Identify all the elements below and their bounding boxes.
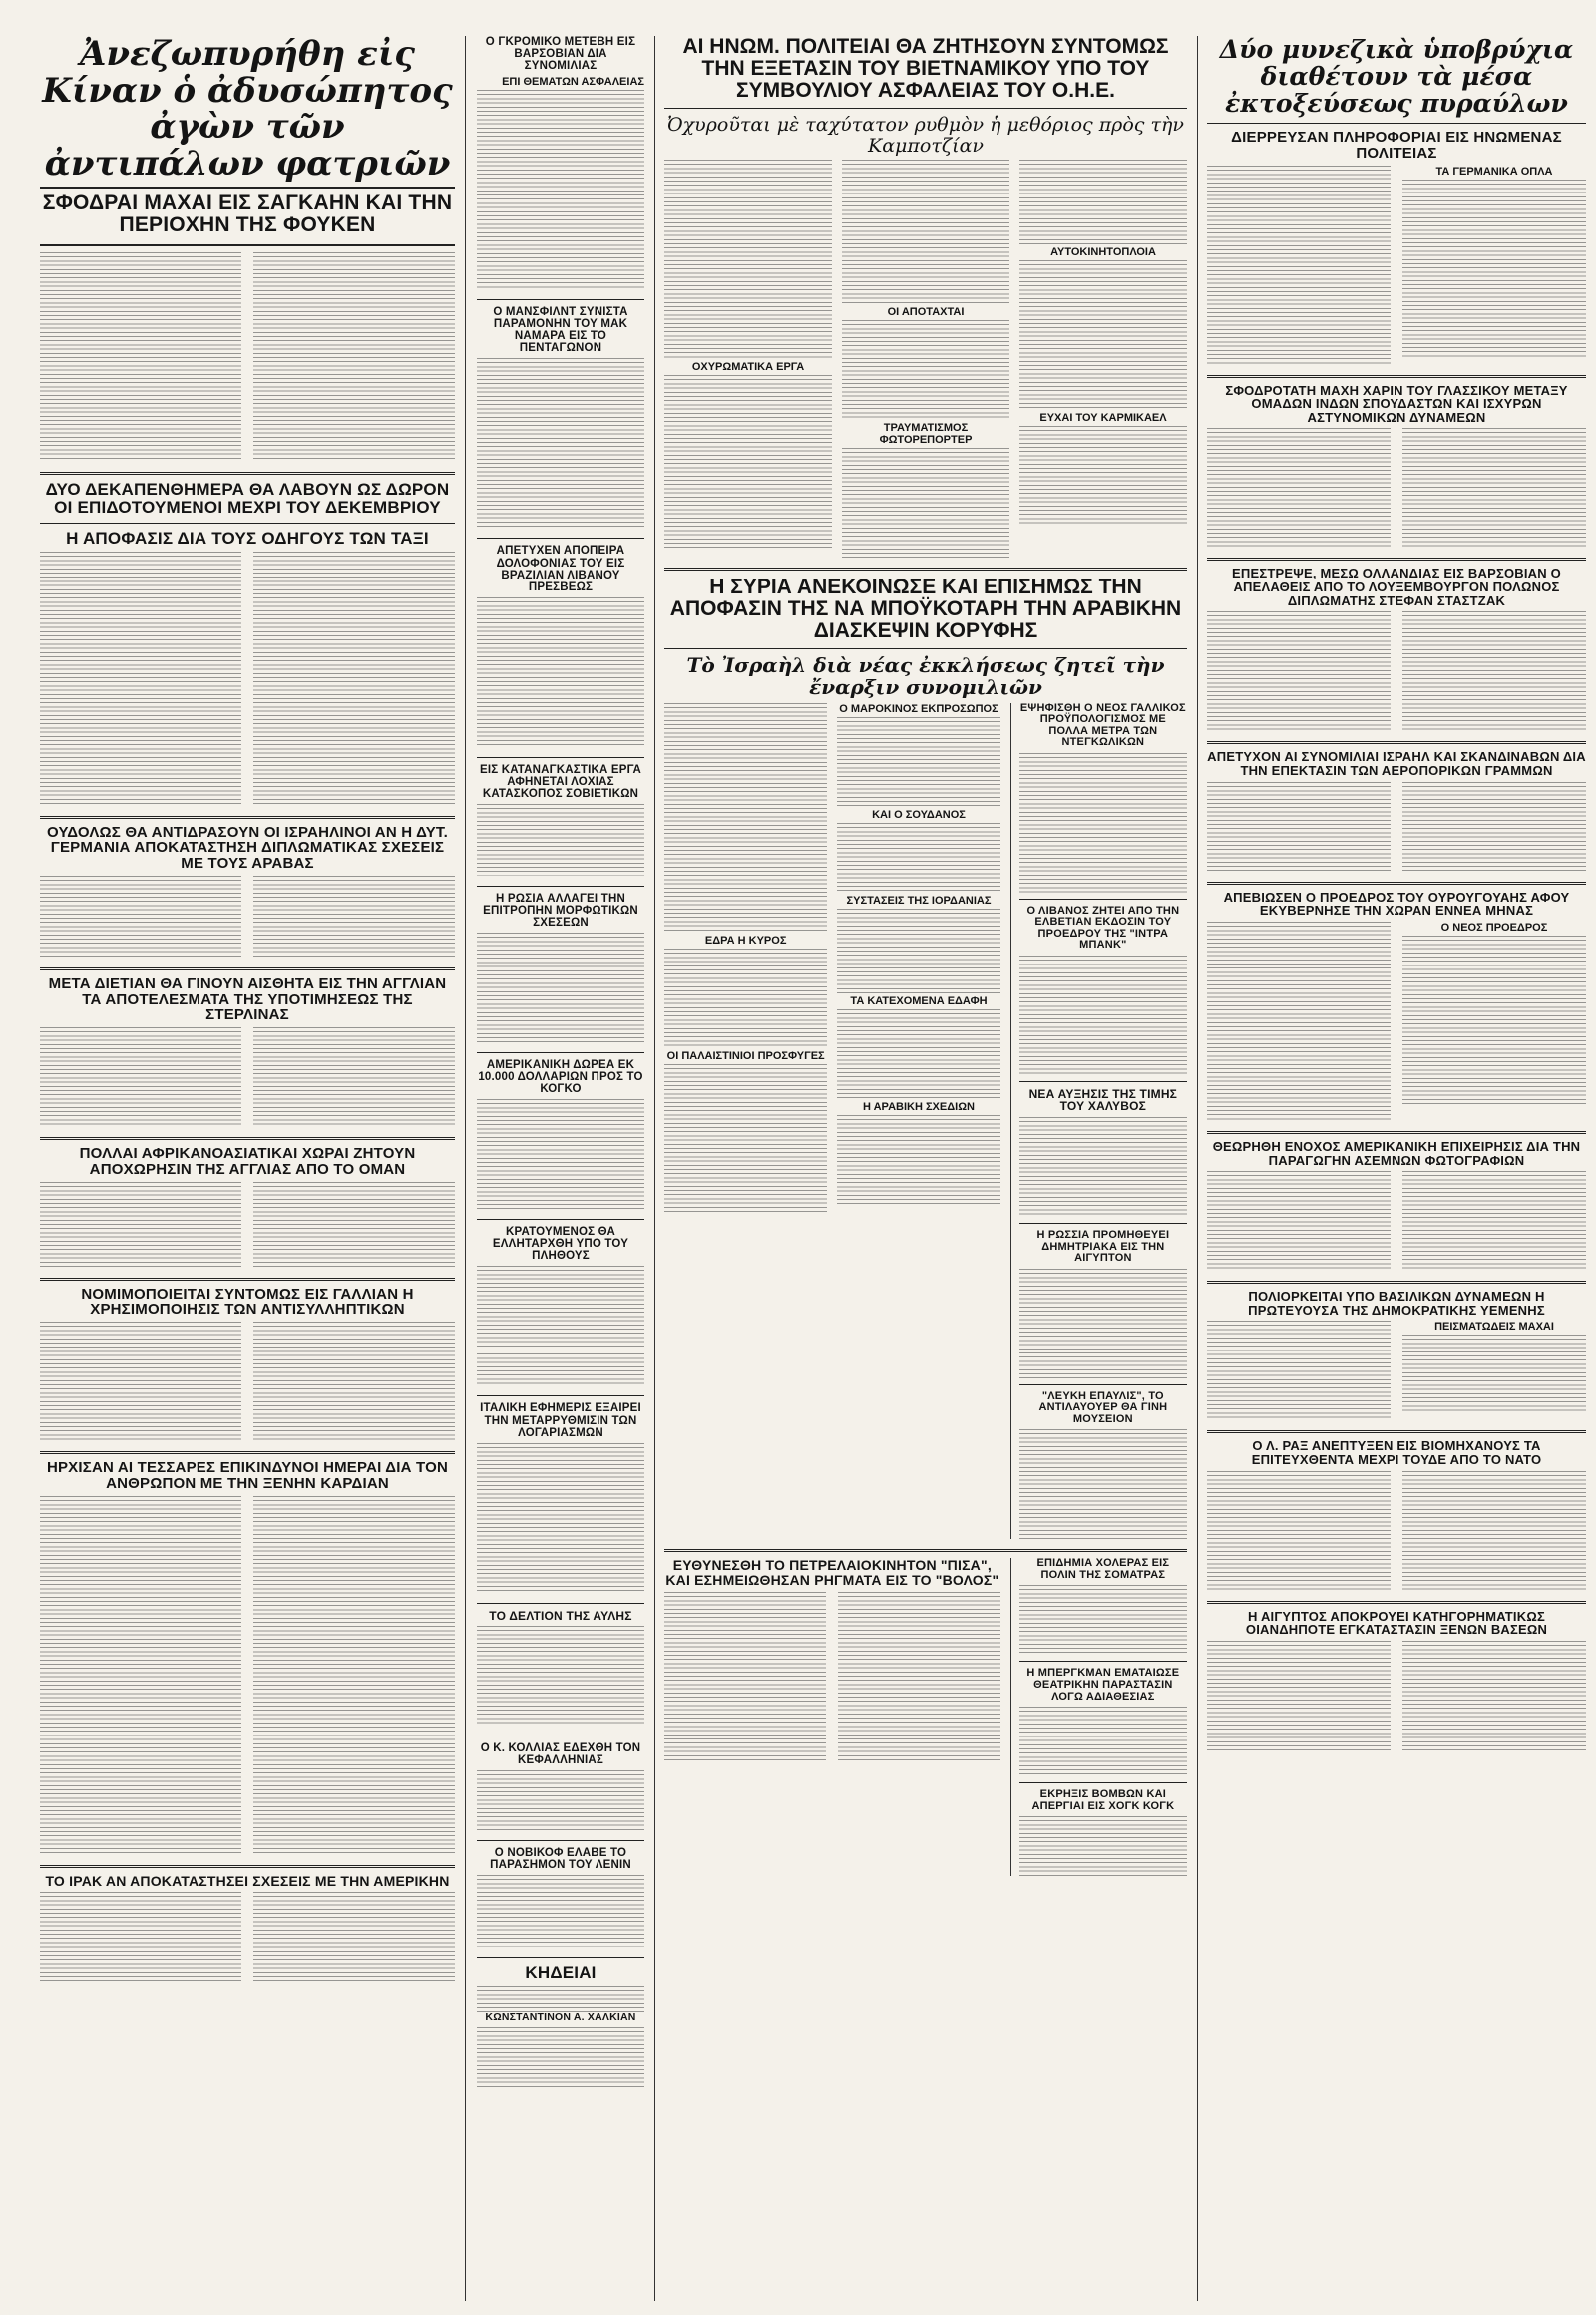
article-heart <box>40 1460 455 1855</box>
headline: Η ΜΠΕΡΓΚΜΑΝ ΕΜΑΤΑΙΩΣΕ ΘΕΑΤΡΙΚΗΝ ΠΑΡΑΣΤΑΣΙΝ ΛΟΓΩ ΑΔΙΑΘΕΣΙΑΣ <box>1026 1667 1180 1703</box>
article-body <box>1019 1429 1187 1539</box>
article-body <box>1019 1585 1187 1655</box>
headline: Ο ΜΑΝΣΦΙΛΝΤ ΣΥΝΙΣΤΑ ΠΑΡΑΜΟΝΗΝ ΤΟΥ ΜΑΚ ΝΑΜΑΡΑ ΕΙΣ ΤΟ ΠΕΝΤΑΓΩΝΟΝ <box>493 306 628 355</box>
article-body <box>1207 166 1391 365</box>
article-body <box>1019 1707 1187 1776</box>
article-body <box>40 1322 241 1441</box>
headline: Ο Λ. ΡΑΞ ΑΝΕΠΤΥΞΕΝ ΕΙΣ ΒΙΟΜΗΧΑΝΟΥΣ ΤΑ ΕΠΙΤΕΥΧΘΕΝΤΑ ΜΕΧΡΙ ΤΟΥΔΕ ΑΠΟ ΤΟ ΝΑΤΟ <box>1251 1438 1542 1468</box>
article-body <box>40 876 241 958</box>
section-tag: ΕΥΧΑΙ ΤΟΥ ΚΑΡΜΙΚΑΕΛ <box>1039 412 1167 425</box>
article-body <box>1019 160 1187 244</box>
headline: ΗΡΧΙΣΑΝ ΑΙ ΤΕΣΣΑΡΕΣ ΕΠΙΚΙΝΔΥΝΟΙ ΗΜΕΡΑΙ ΔΙΑ ΤΟΝ ΑΝΘΡΩΠΟΝ ΜΕ ΤΗΝ ΞΕΝΗΝ ΚΑΡΔΙΑΝ <box>46 1459 449 1492</box>
headline: ΕΨΗΦΙΣΘΗ Ο ΝΕΟΣ ΓΑΛΛΙΚΟΣ ΠΡΟΫΠΟΛΟΓΙΣΜΟΣ ΜΕ ΠΟΛΛΑ ΜΕΤΡΑ ΤΩΝ ΝΤΕΓΚΩΛΙΚΩΝ <box>1019 701 1186 749</box>
headline: ΚΗΔΕΙΑΙ <box>525 1963 597 1983</box>
article-body <box>40 252 241 462</box>
article-body <box>837 909 999 993</box>
headline: ΜΕΤΑ ΔΙΕΤΙΑΝ ΘΑ ΓΙΝΟΥΝ ΑΙΣΘΗΤΑ ΕΙΣ ΤΗΝ ΑΓΓΛΙΑΝ ΤΑ ΑΠΟΤΕΛΕΣΜΑΤΑ ΤΗΣ ΥΠΟΤΙΜΗΣΕΩΣ ΤΗΣ ΣΤΕΡΛΙΝΑΣ <box>48 974 447 1024</box>
article-body <box>253 552 455 806</box>
article-china <box>40 36 455 462</box>
article-body <box>477 90 644 289</box>
article-body <box>837 717 999 807</box>
article-body <box>1402 611 1586 731</box>
article-body <box>477 933 644 1042</box>
headline: ΑΠΕΤΥΧΟΝ ΑΙ ΣΥΝΟΜΙΛΙΑΙ ΙΣΡΑΗΛ ΚΑΙ ΣΚΑΝΔΙΝΑΒΩΝ ΔΙΑ ΤΗΝ ΕΠΕΚΤΑΣΙΝ ΤΩΝ ΑΕΡΟΠΟΡΙΚΩΝ ΓΡΑΜΜΩΝ <box>1207 749 1586 778</box>
article-body <box>477 597 644 747</box>
headline: Η ΡΩΣΙΑ ΑΛΛΑΓΕΙ ΤΗΝ ΕΠΙΤΡΟΠΗΝ ΜΟΡΦΩΤΙΚΩΝ ΣΧΕΣΕΩΝ <box>483 892 638 929</box>
column-rule <box>1197 36 1198 2301</box>
article-body <box>477 1770 644 1830</box>
headline: ΤΟ ΙΡΑΚ ΑΝ ΑΠΟΚΑΤΑΣΤΗΣΕΙ ΣΧΕΣΕΙΣ ΜΕ ΤΗΝ ΑΜΕΡΙΚΗΝ <box>45 1872 450 1889</box>
article-gromyko <box>477 36 644 289</box>
article-rusk-nato <box>1207 1439 1586 1590</box>
subheadline: Η ΑΠΟΦΑΣΙΣ ΔΙΑ ΤΟΥΣ ΟΔΗΓΟΥΣ ΤΩΝ ΤΑΞΙ <box>66 528 429 548</box>
article-body <box>1207 1471 1391 1591</box>
article-body <box>253 1892 455 1982</box>
article-body <box>1402 782 1586 872</box>
section-tag: ΟΙ ΠΑΛΑΙΣΤΙΝΙΟΙ ΠΡΟΣΦΥΓΕΣ <box>666 1049 825 1062</box>
section-tag: ΤΡΑΥΜΑΤΙΣΜΟΣ ΦΩΤΟΡΕΠΟΡΤΕΡ <box>879 422 973 447</box>
lead-headline: ΑΙ ΗΝΩΜ. ΠΟΛΙΤΕΙΑΙ ΘΑ ΖΗΤΗΣΟΥΝ ΣΥΝΤΟΜΩΣ ΤΗΝ ΕΞΕΤΑΣΙΝ ΤΟΥ ΒΙΕΤΝΑΜΙΚΟΥ ΥΠΟ ΤΟΥ ΣΥΜΒΟΥΛΙΟΥ ΑΣΦΑΛΕΙΑΣ ΤΟΥ Ο.Η.Ε. <box>682 36 1169 103</box>
article-india-students <box>1207 384 1586 549</box>
article-body <box>664 160 832 359</box>
article-body <box>837 1115 999 1205</box>
article-iraq <box>40 1874 455 1983</box>
article-body <box>1402 1171 1586 1271</box>
article-body <box>253 1322 455 1441</box>
column-1 <box>34 36 461 2301</box>
headline: ΑΠΕΒΙΩΣΕΝ Ο ΠΡΟΕΔΡΟΣ ΤΟΥ ΟΥΡΟΥΓΟΥΑΗΣ ΑΦΟΥ ΕΚΥΒΕΡΝΗΣΕ ΤΗΝ ΧΩΡΑΝ ΕΝΝΕΑ ΜΗΝΑΣ <box>1223 889 1570 919</box>
headline: ΕΙΣ ΚΑΤΑΝΑΓΚΑΣΤΙΚΑ ΕΡΓΑ ΑΦΗΝΕΤΑΙ ΛΟΧΙΑΣ ΚΑΤΑΣΚΟΠΟΣ ΣΟΒΙΕΤΙΚΩΝ <box>479 763 642 800</box>
lead-subheadline: ΔΙΕΡΡΕΥΣΑΝ ΠΛΗΡΟΦΟΡΙΑΙ ΕΙΣ ΗΝΩΜΕΝΑΣ ΠΟΛΙΤΕΙΑΣ <box>1231 129 1562 162</box>
article-vietnam <box>664 36 1187 558</box>
article-body <box>477 2027 644 2087</box>
article-body <box>253 1027 455 1127</box>
article-italian-paper <box>477 1402 644 1592</box>
subheadline: Τὸ Ἰσραὴλ διὰ νέας ἐκκλήσεως ζητεῖ τὴν ἔναρξιν συνομιλιῶν <box>686 653 1165 699</box>
headline: Η ΑΙΓΥΠΤΟΣ ΑΠΟΚΡΟΥΕΙ ΚΑΤΗΓΟΡΗΜΑΤΙΚΩΣ ΟΙΑΝΔΗΠΟΤΕ ΕΓΚΑΤΑΣΤΑΣΙΝ ΞΕΝΩΝ ΒΑΣΕΩΝ <box>1245 1608 1548 1638</box>
funeral-name: ΚΩΝΣΤΑΝΤΙΝΟΝ Α. ΧΑΛΚΙΑΝ <box>485 2011 636 2024</box>
article-photos <box>1207 1140 1586 1271</box>
article-body <box>1207 1171 1391 1271</box>
article-body <box>837 1009 999 1099</box>
article-body <box>1402 936 1586 1105</box>
headline: "ΛΕΥΚΗ ΕΠΑΥΛΙΣ", ΤΟ ΑΝΤΙΛΑΥΟΥΕΡ ΘΑ ΓΙΝΗ ΜΟΥΣΕΙΟΝ <box>1038 1389 1168 1425</box>
article-body <box>838 1592 999 1761</box>
article-body <box>1402 1335 1586 1414</box>
headline: ΙΤΑΛΙΚΗ ΕΦΗΜΕΡΙΣ ΕΞΑΙΡΕΙ ΤΗΝ ΜΕΤΑΡΡΥΘΜΙΣΙΝ ΤΩΝ ΛΟΓΑΡΙΑΣΜΩΝ <box>480 1402 641 1439</box>
headline: ΠΟΛΛΑΙ ΑΦΡΙΚΑΝΟΑΣΙΑΤΙΚΑΙ ΧΩΡΑΙ ΖΗΤΟΥΝ ΑΠΟΧΩΡΗΣΙΝ ΤΗΣ ΑΓΓΛΙΑΣ ΑΠΟ ΤΟ ΟΜΑΝ <box>79 1145 416 1178</box>
section-tag: ΤΑ ΓΕΡΜΑΝΙΚΑ ΟΠΛΑ <box>1435 165 1553 178</box>
article-body <box>664 1592 826 1761</box>
article-body <box>1019 1117 1187 1217</box>
article-body <box>253 1496 455 1855</box>
lead-headline: Ἀνεζωπυρήθη εἰς Κίναν ὁ ἀδυσώπητος ἀγὼν τῶν ἀντιπάλων φατριῶν <box>42 36 453 185</box>
headline: ΚΡΑΤΟΥΜΕΝΟΣ ΘΑ ΕΛΛΗΤΑΡΧΘΗ ΥΠΟ ΤΟΥ ΠΛΗΘΟΥΣ <box>492 1226 629 1263</box>
column-rule <box>465 36 466 2301</box>
column-4 <box>1201 36 1592 2301</box>
article-mansfield <box>477 306 644 528</box>
article-body <box>1207 611 1391 731</box>
article-syria <box>664 577 1187 1539</box>
article-body <box>1019 1816 1187 1876</box>
section-tag: ΟΙ ΑΠΟΤΑΧΤΑΙ <box>887 306 965 319</box>
article-body <box>40 1182 241 1268</box>
headline: Ο ΓΚΡΟΜΙΚΟ ΜΕΤΕΒΗ ΕΙΣ ΒΑΡΣΟΒΙΑΝ ΔΙΑ ΣΥΝΟΜΙΛΙΑΣ <box>485 36 636 73</box>
article-body <box>842 448 1009 558</box>
article-israel-scandinavia <box>1207 750 1586 871</box>
article-body <box>1402 1641 1586 1750</box>
article-body <box>1207 922 1391 1121</box>
article-congo-donation <box>477 1059 644 1209</box>
article-body <box>253 1182 455 1268</box>
article-body <box>1019 753 1187 893</box>
article-taxi <box>40 481 455 806</box>
headline: ΔΥΟ ΔΕΚΑΠΕΝΘΗΜΕΡΑ ΘΑ ΛΑΒΟΥΝ ΩΣ ΔΩΡΟΝ ΟΙ ΕΠΙΔΟΤΟΥΜΕΝΟΙ ΜΕΧΡΙ ΤΟΥ ΔΕΚΕΜΒΡΙΟΥ <box>45 479 450 517</box>
section-tag: ΤΑ ΚΑΤΕΧΟΜΕΝΑ ΕΔΑΦΗ <box>850 994 988 1007</box>
article-body <box>253 252 455 462</box>
column-rule <box>654 36 655 2301</box>
headline: Η ΡΩΣΣΙΑ ΠΡΟΜΗΘΕΥΕΙ ΔΗΜΗΤΡΙΑΚΑ ΕΙΣ ΤΗΝ ΑΙΓΥΠΤΟΝ <box>1036 1229 1170 1265</box>
article-body <box>477 1626 644 1726</box>
article-body <box>1019 1269 1187 1378</box>
section-tag: ΟΧΥΡΩΜΑΤΙΚΑ ΕΡΓΑ <box>691 361 805 374</box>
headline: ΘΕΩΡΗΘΗ ΕΝΟΧΟΣ ΑΜΕΡΙΚΑΝΙΚΗ ΕΠΙΧΕΙΡΗΣΙΣ ΔΙΑ ΤΗΝ ΠΑΡΑΓΩΓΗΝ ΑΣΕΜΝΩΝ ΦΩΤΟΓΡΑΦΙΩΝ <box>1212 1138 1581 1168</box>
article-body <box>1207 428 1391 548</box>
headline: ΝΕΑ ΑΥΞΗΣΙΣ ΤΗΣ ΤΙΜΗΣ ΤΟΥ ΧΑΛΥΒΟΣ <box>1028 1086 1178 1114</box>
article-body <box>1207 1641 1391 1750</box>
article-body <box>40 552 241 806</box>
section-tag: ΕΠΙ ΘΕΜΑΤΩΝ ΑΣΦΑΛΕΙΑΣ <box>502 76 644 89</box>
headline: ΑΜΕΡΙΚΑΝΙΚΗ ΔΩΡΕΑ ΕΚ 10.000 ΔΟΛΛΑΡΙΩΝ ΠΡΟΣ ΤΟ ΚΟΓΚΟ <box>478 1059 643 1096</box>
headline: Ο Κ. ΚΟΛΛΙΑΣ ΕΔΕΧΘΗ ΤΟΝ ΚΕΦΑΛΛΗΝΙΑΣ <box>480 1742 641 1767</box>
headline: Ο ΛΙΒΑΝΟΣ ΖΗΤΕΙ ΑΠΟ ΤΗΝ ΕΛΒΕΤΙΑΝ ΕΚΔΟΣΙΝ ΤΟΥ ΠΡΟΕΔΡΟΥ ΤΗΣ "ΙΝΤΡΑ ΜΠΑΝΚ" <box>1026 904 1180 952</box>
lead-subheadline: ΣΦΟΔΡΑΙ ΜΑΧΑΙ ΕΙΣ ΣΑΓΚΑΗΝ ΚΑΙ ΤΗΝ ΠΕΡΙΟΧΗΝ ΤΗΣ ΦΟΥΚΕΝ <box>42 191 453 236</box>
article-body <box>1019 426 1187 526</box>
headline: ΕΚΡΗΞΙΣ ΒΟΜΒΩΝ ΚΑΙ ΑΠΕΡΓΙΑΙ ΕΙΣ ΧΟΓΚ ΚΟΓΚ <box>1031 1788 1175 1812</box>
headline: ΣΦΟΔΡΟΤΑΤΗ ΜΑΧΗ ΧΑΡΙΝ ΤΟΥ ΓΛΑΣΣΙΚΟΥ ΜΕΤΑΞΥ ΟΜΑΔΩΝ ΙΝΔΩΝ ΣΠΟΥΔΑΣΤΩΝ ΚΑΙ ΙΣΧΥΡΩΝ ΑΣΤΥΝΟΜΙΚΩΝ ΔΥΝΑΜΕΩΝ <box>1225 382 1568 425</box>
article-polish-diplomat <box>1207 567 1586 731</box>
article-body <box>1402 180 1586 359</box>
article-egypt-bases <box>1207 1610 1586 1750</box>
headline: ΟΥΔΟΛΩΣ ΘΑ ΑΝΤΙΔΡΑΣΟΥΝ ΟΙ ΙΣΡΑΗΛΙΝΟΙ ΑΝ Η ΔΥΤ. ΓΕΡΜΑΝΙΑ ΑΠΟΚΑΤΑΣΤΗΣΗ ΔΙΠΛΩΜΑΤΙΚΑΣ ΣΧΕΣΕΙΣ ΜΕ ΤΟΥΣ ΑΡΑΒΑΣ <box>47 823 448 872</box>
article-body <box>477 358 644 528</box>
article-novikof <box>477 1847 644 1947</box>
article-body <box>842 160 1009 304</box>
article-body <box>837 823 999 893</box>
article-detainee <box>477 1226 644 1385</box>
article-funerals <box>477 1964 644 2087</box>
headline: ΕΠΙΔΗΜΙΑ ΧΟΛΕΡΑΣ ΕΙΣ ΠΟΛΙΝ ΤΗΣ ΣΟΜΑΤΡΑΣ <box>1036 1557 1170 1581</box>
column-3 <box>658 36 1193 2301</box>
article-israel-germany <box>40 825 455 958</box>
section-tag: ΑΥΤΟΚΙΝΗΤΟΠΛΟΙΑ <box>1050 246 1156 259</box>
headline: ΕΠΕΣΤΡΕΨΕ, ΜΕΣΩ ΟΛΛΑΝΔΙΑΣ ΕΙΣ ΒΑΡΣΟΒΙΑΝ Ο ΑΠΕΛΑΘΕΙΣ ΑΠΟ ΤΟ ΛΟΥΞΕΜΒΟΥΡΓΟΝ ΠΟΛΩΝΟΣ ΔΙΠΛΩΜΑΤΗΣ ΣΤΕΦΑΝ ΣΤΑΣΤΖΑΚ <box>1232 566 1561 608</box>
section-tag: ΠΕΙΣΜΑΤΩΔΕΙΣ ΜΑΧΑΙ <box>1434 1321 1554 1334</box>
article-body <box>253 876 455 958</box>
section-tag: ΚΑΙ Ο ΣΟΥΔΑΝΟΣ <box>872 808 966 821</box>
article-body <box>664 703 827 933</box>
article-france <box>40 1287 455 1442</box>
article-body <box>1019 260 1187 410</box>
article-body <box>1019 956 1187 1075</box>
headline: Η ΣΥΡΙΑ ΑΝΕΚΟΙΝΩΣΕ ΚΑΙ ΕΠΙΣΗΜΩΣ ΤΗΝ ΑΠΟΦΑΣΙΝ ΤΗΣ ΝΑ ΜΠΟΫΚΟΤΑΡΗ ΤΗΝ ΑΡΑΒΙΚΗΝ ΔΙΑΣΚΕΨΙΝ ΚΟΡΥΦΗΣ <box>669 576 1182 643</box>
column-2 <box>471 36 650 2301</box>
article-body <box>1402 1471 1586 1591</box>
section-tag: ΕΔΡΑ Η ΚΥΡΟΣ <box>704 934 787 947</box>
article-spy <box>477 764 644 876</box>
headline: ΤΟ ΔΕΛΤΙΟΝ ΤΗΣ ΑΥΛΗΣ <box>489 1608 632 1623</box>
article-body <box>842 320 1009 420</box>
section-tag: Ο ΝΕΟΣ ΠΡΟΕΔΡΟΣ <box>1440 921 1548 934</box>
headline: ΕΥΘΥΝΕΣΘΗ ΤΟ ΠΕΤΡΕΛΑΙΟΚΙΝΗΤΟΝ "ΠΙΣΑ", ΚΑΙ ΕΣΗΜΕΙΩΘΗΣΑΝ ΡΗΓΜΑΤΑ ΕΙΣ ΤΟ "ΒΟΛΟΣ" <box>665 1557 999 1589</box>
article-body <box>477 1875 644 1947</box>
headline: ΝΟΜΙΜΟΠΟΙΕΙΤΑΙ ΣΥΝΤΟΜΩΣ ΕΙΣ ΓΑΛΛΙΑΝ Η ΧΡΗΣΙΜΟΠΟΙΗΣΙΣ ΤΩΝ ΑΝΤΙΣΥΛΛΗΠΤΙΚΩΝ <box>81 1285 414 1319</box>
article-sterling <box>40 976 455 1127</box>
article-yemen <box>1207 1290 1586 1420</box>
article-body <box>477 1443 644 1593</box>
article-body <box>664 1064 827 1214</box>
article-body <box>40 1027 241 1127</box>
article-body <box>477 1099 644 1209</box>
article-body <box>477 1266 644 1385</box>
article-body <box>40 1892 241 1982</box>
article-submarines <box>1207 36 1586 365</box>
section-tag: Η ΑΡΑΒΙΚΗ ΣΧΕΔΙΩΝ <box>863 1100 975 1113</box>
section-tag: ΣΥΣΤΑΣΕΙΣ ΤΗΣ ΙΟΡΔΑΝΙΑΣ <box>846 894 992 907</box>
article-body <box>1207 782 1391 872</box>
article-body <box>477 804 644 876</box>
article-uruguay <box>1207 891 1586 1121</box>
article-lebanon-ambassador <box>477 545 644 746</box>
article-body <box>1207 1321 1391 1420</box>
lead-subheadline: Ὀχυροῦται μὲ ταχύτατον ρυθμὸν ἡ μεθόριος πρὸς τὴν Καμποτζίαν <box>667 114 1184 157</box>
article-court-bulletin <box>477 1610 644 1727</box>
article-body <box>1402 428 1586 548</box>
lead-headline: Δύο μυνεζικὰ ὑποβρύχια διαθέτουν τὰ μέσα ἐκτοξεύσεως πυραύλων <box>1219 36 1574 118</box>
article-pisa-tanker <box>664 1558 1000 1866</box>
section-tag: Ο ΜΑΡΟΚΙΝΟΣ ΕΚΠΡΟΣΩΠΟΣ <box>839 702 998 715</box>
article-body <box>477 1986 644 2012</box>
headline: ΠΟΛΙΟΡΚΕΙΤΑΙ ΥΠΟ ΒΑΣΙΛΙΚΩΝ ΔΥΝΑΜΕΩΝ Η ΠΡΩΤΕΥΟΥΣΑ ΤΗΣ ΔΗΜΟΚΡΑΤΙΚΗΣ ΥΕΜΕΝΗΣ <box>1248 1289 1545 1318</box>
article-oman <box>40 1146 455 1268</box>
headline: Ο ΝΟΒΙΚΟΦ ΕΛΑΒΕ ΤΟ ΠΑΡΑΣΗΜΟΝ ΤΟΥ ΛΕΝΙΝ <box>490 1847 631 1872</box>
article-body <box>664 949 827 1048</box>
article-body <box>40 1496 241 1855</box>
headline: ΑΠΕΤΥΧΕΝ ΑΠΟΠΕΙΡΑ ΔΟΛΟΦΟΝΙΑΣ ΤΟΥ ΕΙΣ ΒΡΑΖΙΛΙΑΝ ΛΙΒΑΝΟΥ ΠΡΕΣΒΕΩΣ <box>496 545 625 593</box>
article-kollias <box>477 1742 644 1830</box>
article-body <box>664 375 832 550</box>
article-russia-culture <box>477 893 644 1042</box>
